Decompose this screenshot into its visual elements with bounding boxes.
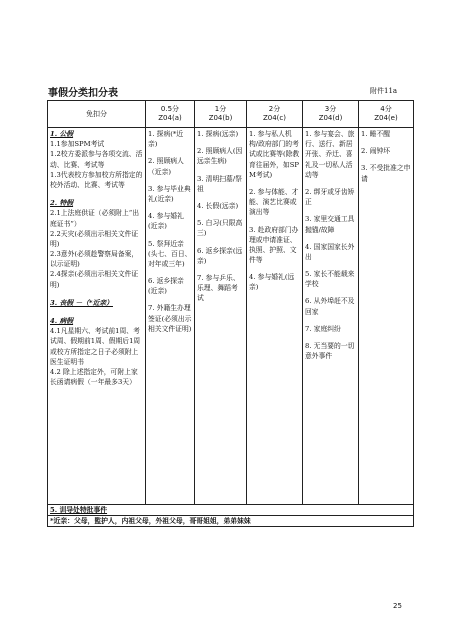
list-item: 1. 参与私人机构/政府部门的考试或比赛等(除教育往届外，如SPM考试) <box>249 130 300 179</box>
header-col-d-code: Z04(d) <box>318 114 343 122</box>
header-col-c-points: 2分 <box>268 104 281 113</box>
header-col-e-points: 4分 <box>380 104 392 113</box>
section-line: 2.3意外(必须趁警察局备案，以示证明) <box>50 250 139 269</box>
list-item: 3. 赴政府部门办理或申请准证、执照、护照、文件等 <box>249 225 299 265</box>
attachment-label: 附件11a <box>370 87 398 95</box>
footer-row-special <box>48 505 414 516</box>
header-row <box>48 101 414 128</box>
list-item: 3. 参与毕业典礼(近亲) <box>148 184 191 203</box>
list-item: 2. 参与体能、才能、演艺比赛或演出等 <box>249 187 299 217</box>
col-b-cell <box>195 128 247 505</box>
header-col-b-points: 1分 <box>214 104 227 113</box>
section-line: 2.1上法庭供证（必须附上“出庭证书”） <box>50 209 140 228</box>
list-item: 3. 清明扫墓/祭祖 <box>197 174 242 193</box>
col-c-cell <box>247 128 303 505</box>
list-item: 2. 照顾病人（近亲) <box>148 157 184 176</box>
list-item: 1. 参与宴会、旅行、送行、新居开张、乔迁、喜礼及一切私人活动等 <box>305 130 355 179</box>
special-approval-text: 5. 训导处特批事件 <box>48 505 414 516</box>
section-sick-leave-title: 4. 病假 <box>50 317 74 325</box>
section-line: 1.1参加SPM考试 <box>50 140 105 149</box>
list-item: 8. 无当要的一切意外事件 <box>305 342 355 361</box>
header-col-e-code: Z04(e) <box>374 114 398 122</box>
list-item: 7. 家庭纠纷 <box>305 324 341 333</box>
section-line: 1.2校方委派参与各项交流、活动、比赛、考试等 <box>50 150 143 169</box>
header-col-b-code: Z04(b) <box>208 114 233 122</box>
header-col-c <box>247 101 303 128</box>
list-item: 2. 闹钟坏 <box>361 147 391 156</box>
section-public-leave-title: 1. 公假 <box>50 130 74 138</box>
demerit-table <box>47 100 414 527</box>
list-item: 4. 参与婚礼(近亲) <box>148 212 184 231</box>
list-item: 4. 国家国家长外出 <box>305 242 355 261</box>
list-item: 6. 从外埠赶不及回家 <box>305 297 355 316</box>
list-item: 5. 家长不能载来学校 <box>305 270 355 289</box>
list-item: 3. 家里交通工具抛锚/故障 <box>305 215 355 234</box>
header-col-a-points: 0.5分 <box>160 104 180 113</box>
header-col-b <box>195 101 247 128</box>
list-item: 6. 返乡探亲(近亲) <box>148 277 184 296</box>
header-col-a <box>146 101 195 128</box>
list-item: 6. 返乡探亲(远亲) <box>197 246 243 265</box>
header-col-e <box>359 101 414 128</box>
list-item: 1. 睡不醒 <box>361 130 391 138</box>
col-a-cell <box>146 128 195 505</box>
header-col-d <box>303 101 359 128</box>
document-title: 事假分类扣分表 <box>48 88 118 99</box>
relatives-definition-text: *近亲：父母，監护人，内祖父母，外祖父母，哥哥姐姐，弟弟妹妹 <box>48 516 414 527</box>
list-item: 7. 外籍生办理签证(必须出示相关文件证明) <box>148 304 192 333</box>
list-item: 1. 探病(*近亲) <box>148 130 184 149</box>
page-number: 25 <box>393 602 402 610</box>
list-item: 1. 探病(远亲) <box>197 130 239 138</box>
list-item: 4. 参与婚礼(远亲) <box>249 273 295 292</box>
list-item: 3. 不受批准之申请 <box>361 164 411 183</box>
list-item: 2. 照顾病人(因远亲生病) <box>197 147 243 166</box>
list-item: 2. 绑牙或牙齿矫正 <box>305 187 355 207</box>
section-special-leave-title: 2. 特假 <box>50 199 74 208</box>
header-exempt: 免扣分 <box>48 101 146 128</box>
section-line: 2.4探亲(必须出示相关文件证明) <box>50 270 139 289</box>
col-d-cell <box>303 128 359 505</box>
footer-row-relatives <box>48 516 414 527</box>
list-item: 7. 参与乒乐、乐理、舞蹈考试 <box>197 273 240 303</box>
section-line: 1.3代表校方参加校方所指定的校外活动、比赛、考试等 <box>50 170 143 189</box>
body-row <box>48 128 414 505</box>
section-line: 2.2天灾(必须出示相关文件证明) <box>50 229 139 248</box>
section-bereavement-title: 3. 丧假 －（*近亲） <box>50 298 113 307</box>
list-item: 5. 白习(只限高三) <box>197 219 243 238</box>
col-e-cell <box>359 128 414 505</box>
section-line: 4.2 除上述指定外，可附上家长函请病假（一年最多3天） <box>50 367 138 387</box>
section-line: 4.1凡星期六、考试前1周、考试周、假期前1周、假期后1周或校方所指定之日子必须附上医生证明书 <box>50 327 141 366</box>
exempt-cell <box>48 128 146 505</box>
header-col-d-points: 3分 <box>324 104 337 113</box>
list-item: 4. 长假(远亲) <box>197 201 239 210</box>
list-item: 5. 祭拜近亲(头七、百日、对年或三年) <box>148 239 192 268</box>
header-col-c-code: Z04(c) <box>262 114 286 122</box>
header-col-a-code: Z04(a) <box>158 114 182 122</box>
